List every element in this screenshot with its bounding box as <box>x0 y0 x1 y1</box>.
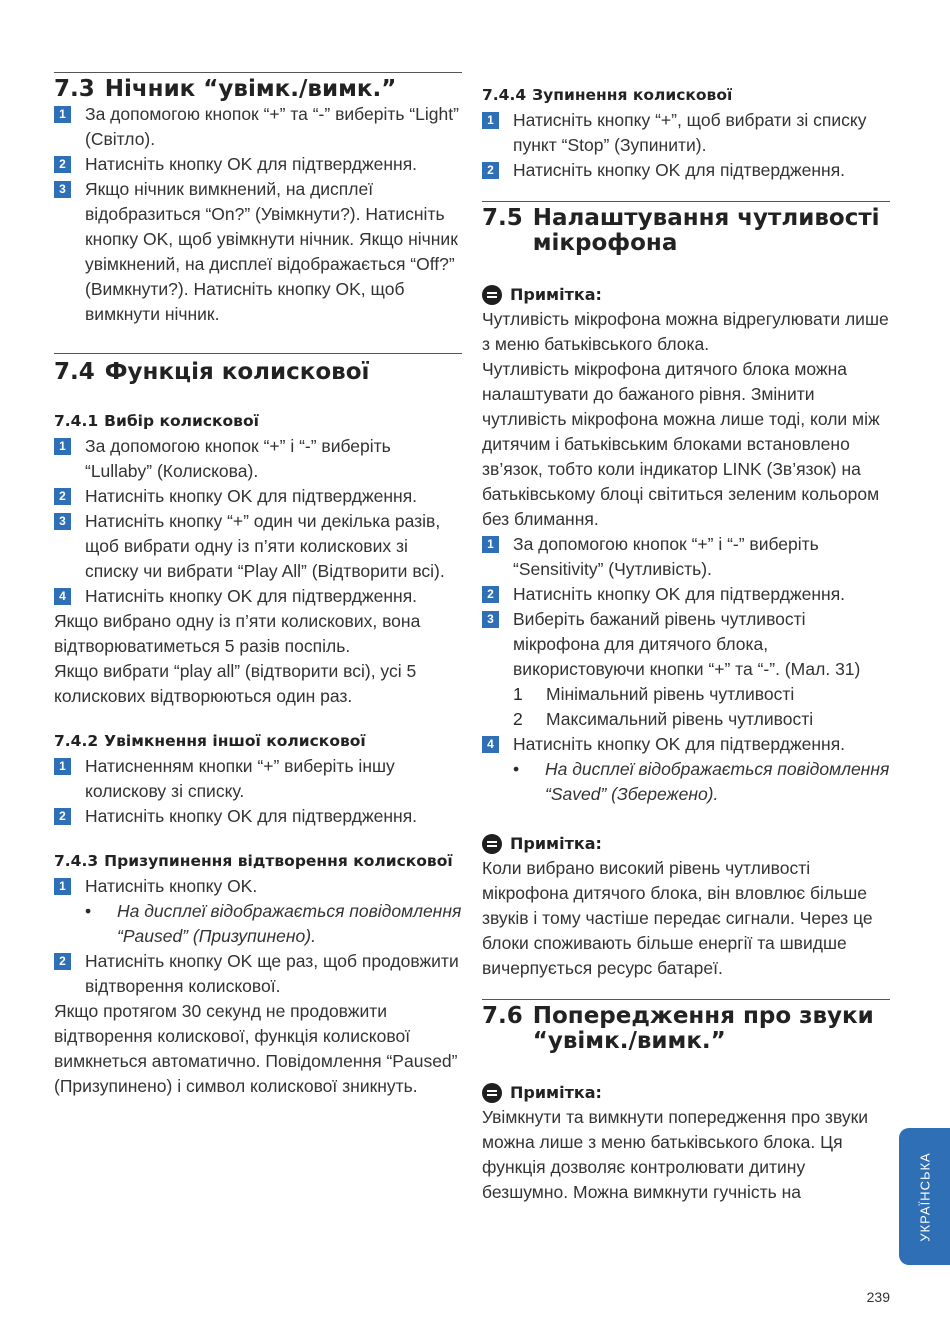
step-item <box>482 532 890 582</box>
section-number: 7.5 <box>482 205 523 231</box>
step-number-badge: 3 <box>54 181 71 198</box>
step-item <box>482 607 890 682</box>
left-column <box>54 72 462 1099</box>
section-7-3-heading <box>54 72 462 102</box>
step-item <box>54 434 462 484</box>
step-number-badge: 1 <box>54 106 71 123</box>
step-number-badge: 4 <box>54 588 71 605</box>
section-7-4-heading <box>54 353 462 385</box>
step-number-badge: 2 <box>54 156 71 173</box>
note-text: Коли вибрано високий рівень чутливості мікрофона дитячого блока, він вловлює більше звуків і тому частіше передає сигнали. Через це блоки споживають більше енергії та швидше вичерпується ресурс батареї. <box>482 858 873 978</box>
subsection-7-4-4-heading <box>482 83 890 108</box>
step-text: Натисніть кнопку OK для підтвердження. <box>513 734 846 754</box>
note-icon <box>482 834 502 854</box>
step-number-badge: 2 <box>482 586 499 603</box>
step-text: Натисніть кнопку OK. <box>85 876 258 896</box>
paragraph: Якщо протягом 30 секунд не продовжити відтворення колискової, функція колискової вимкнеться автоматично. Повідомлення “Paused” (Призупинено) і символ колискової зникнуть. <box>54 1001 458 1096</box>
section-title: Нічник “увімк./вимк.” <box>104 76 397 102</box>
step-number-badge: 3 <box>482 611 499 628</box>
subsection-7-4-2-heading <box>54 729 462 754</box>
level-item <box>513 707 890 732</box>
note-label: Примітка: <box>510 1083 602 1102</box>
step-number-badge: 2 <box>54 488 71 505</box>
bullet-mark: • <box>513 759 520 779</box>
note-heading <box>482 282 890 307</box>
subsection-title: Увімкнення іншої колискової <box>104 732 366 750</box>
bullet-item <box>85 899 462 949</box>
step-number-badge: 2 <box>482 162 499 179</box>
step-text: Якщо нічник вимкнений, на дисплеї відобразиться “On?” (Увімкнути?). Натисніть кнопку OK, щоб увімкнути нічник. Якщо нічник увімкнений, на дисплеї відображається “Off?” (Вимкнути?). Натисніть кнопку OK, щоб вимкнути нічник. <box>85 179 458 324</box>
note-text: Чутливість мікрофона дитячого блока можна налаштувати до бажаного рівня. Змінити чутливість мікрофона можна лише тоді, коли між дитячим і батьківським блоками встановлено зв’язок, тобто коли індикатор LINK (Зв’язок) на батьківському блоці світиться зеленим кольором без блимання. <box>482 359 880 529</box>
step-number-badge: 1 <box>54 878 71 895</box>
subsection-number: 7.4.1 <box>54 412 99 430</box>
note-icon <box>482 1083 502 1103</box>
step-text: Натисніть кнопку OK ще раз, щоб продовжити відтворення колискової. <box>85 951 459 996</box>
step-text: За допомогою кнопок “+” та “-” виберіть “Light” (Світло). <box>85 104 459 149</box>
level-text: Максимальний рівень чутливості <box>546 709 814 729</box>
step-item <box>54 804 462 829</box>
note-text: Чутливість мікрофона можна відрегулювати лише з меню батьківського блока. <box>482 309 889 354</box>
step-number-badge: 1 <box>482 536 499 553</box>
section-number: 7.3 <box>54 76 95 102</box>
step-number-badge: 3 <box>54 513 71 530</box>
level-item <box>513 682 890 707</box>
section-7-5-heading <box>482 201 890 256</box>
subsection-7-4-3-heading <box>54 849 462 874</box>
step-text: Натисніть кнопку OK для підтвердження. <box>85 806 418 826</box>
subsection-title: Вибір колискової <box>104 412 259 430</box>
section-title: Функція колискової <box>104 359 370 385</box>
note-heading <box>482 831 890 856</box>
step-text: Натисніть кнопку “+”, щоб вибрати зі списку пункт “Stop” (Зупинити). <box>513 110 867 155</box>
level-number: 1 <box>513 684 523 704</box>
note-label: Примітка: <box>510 285 602 304</box>
note-icon <box>482 285 502 305</box>
subsection-number: 7.4.2 <box>54 732 99 750</box>
section-7-6-heading <box>482 999 890 1054</box>
subsection-number: 7.4.4 <box>482 86 527 104</box>
step-number-badge: 1 <box>54 758 71 775</box>
step-number-badge: 2 <box>54 953 71 970</box>
language-tab <box>899 1128 950 1265</box>
step-text: Натисненням кнопки “+” виберіть іншу колискову зі списку. <box>85 756 395 801</box>
note-text: Увімкнути та вимкнути попередження про звуки можна лише з меню батьківського блока. Ця функція дозволяє контролювати дитину безшумно. Можна вимкнути гучність на <box>482 1107 869 1202</box>
page-number: 239 <box>866 1289 890 1305</box>
bullet-item <box>513 757 890 807</box>
section-number: 7.4 <box>54 359 95 385</box>
subsection-title: Призупинення відтворення колискової <box>104 852 453 870</box>
note-heading <box>482 1080 890 1105</box>
language-tab-label: УКРАЇНСЬКА <box>917 1151 932 1242</box>
step-item <box>482 108 890 158</box>
bullet-mark: • <box>85 901 92 921</box>
step-text: Виберіть бажаний рівень чутливості мікрофона для дитячого блока, використовуючи кнопки “+” та “-”. (Мал. 31) <box>513 609 861 679</box>
section-title: Попередження про звуки “увімк./вимк.” <box>532 1003 874 1054</box>
step-text: За допомогою кнопок “+” і “-” виберіть “Lullaby” (Колискова). <box>85 436 391 481</box>
step-item <box>54 177 462 327</box>
step-item <box>54 152 462 177</box>
section-number: 7.6 <box>482 1003 523 1029</box>
step-item <box>54 754 462 804</box>
step-item <box>482 582 890 607</box>
section-title: Налаштування чутливості мікрофона <box>532 205 880 256</box>
step-number-badge: 1 <box>54 438 71 455</box>
bullet-text: На дисплеї відображається повідомлення “Paused” (Призупинено). <box>117 901 462 946</box>
step-text: Натисніть кнопку OK для підтвердження. <box>85 154 418 174</box>
note-label: Примітка: <box>510 834 602 853</box>
step-item <box>54 509 462 584</box>
step-item <box>54 949 462 999</box>
step-text: Натисніть кнопку OK для підтвердження. <box>85 586 418 606</box>
step-text: За допомогою кнопок “+” і “-” виберіть “Sensitivity” (Чутливість). <box>513 534 819 579</box>
step-number-badge: 1 <box>482 112 499 129</box>
subsection-number: 7.4.3 <box>54 852 99 870</box>
level-text: Мінімальний рівень чутливості <box>546 684 795 704</box>
subsection-7-4-1-heading <box>54 409 462 434</box>
step-item <box>54 102 462 152</box>
step-text: Натисніть кнопку OK для підтвердження. <box>513 584 846 604</box>
paragraph: Якщо вибрати “play all” (відтворити всі), усі 5 колискових відтворюються один раз. <box>54 661 417 706</box>
right-column <box>482 83 890 1205</box>
subsection-title: Зупинення колискової <box>532 86 733 104</box>
bullet-text: На дисплеї відображається повідомлення “Saved” (Збережено). <box>545 759 890 804</box>
step-item <box>54 584 462 609</box>
step-number-badge: 2 <box>54 808 71 825</box>
step-text: Натисніть кнопку OK для підтвердження. <box>85 486 418 506</box>
step-item <box>482 732 890 757</box>
step-number-badge: 4 <box>482 736 499 753</box>
step-item <box>482 158 890 183</box>
step-item <box>54 484 462 509</box>
step-item <box>54 874 462 899</box>
step-text: Натисніть кнопку “+” один чи декілька разів, щоб вибрати одну із п’яти колискових зі списку чи вибрати “Play All” (Відтворити всі). <box>85 511 445 581</box>
step-text: Натисніть кнопку OK для підтвердження. <box>513 160 846 180</box>
level-number: 2 <box>513 709 523 729</box>
paragraph: Якщо вибрано одну із п’яти колискових, вона відтворюватиметься 5 разів поспіль. <box>54 611 421 656</box>
